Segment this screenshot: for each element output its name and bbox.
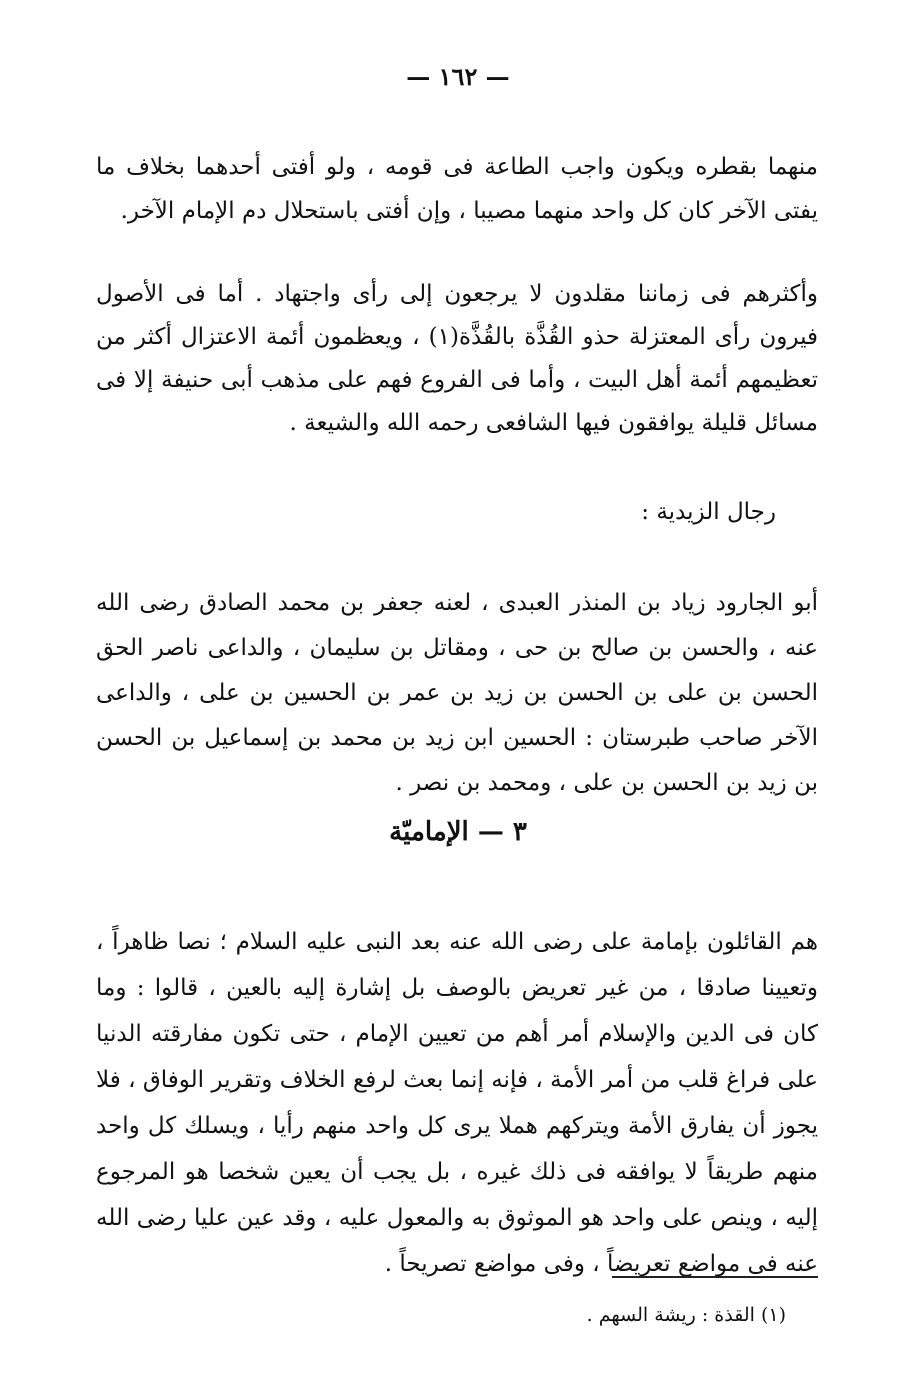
footnote-divider xyxy=(612,1276,818,1278)
paragraph-4: هم القائلون بإمامة على رضى الله عنه بعد النبى عليه السلام ؛ نصا ظاهراً ، وتعيينا صادقا ، من غير تعريض بالوصف بل إشارة إليه بالعين ، قالوا : وما كان فى الدين والإسلام أمر أهم من تعيين الإمام ، حتى تكون مفارقته الدنيا على فراغ قلب من أمر الأمة ، فإنه إنما بعث لرفع الخلاف وتقرير الوفاق ، فلا يجوز أن يفارق الأمة ويتركهم هملا يرى كل واحد منهم رأيا ، ويسلك كل واحد منهم طريقاً لا يوافقه فى ذلك غيره ، بل يجب أن يعين شخصا هو المرجوع إليه ، وينص على واحد هو الموثوق به والمعول عليه ، وقد عين عليا رضى الله عنه فى مواضع تعريضاً ، وفى مواضع تصريحاً . xyxy=(96,929,818,1277)
section-title: ٣ — الإماميّة xyxy=(389,817,527,847)
footnote: (١) القذة : ريشة السهم . xyxy=(586,1304,786,1326)
subheading-rijal: رجال الزيدية : xyxy=(641,499,776,525)
page-number: — ١٦٢ — xyxy=(406,62,510,91)
paragraph-3: أبو الجارود زياد بن المنذر العبدى ، لعنه جعفر بن محمد الصادق رضى الله عنه ، والحسن بن صالح بن حى ، ومقاتل بن سليمان ، والداعى ناصر الحق الحسن بن على بن الحسن بن زيد بن عمر بن الحسين بن على ، والداعى الآخر صاحب طبرستان : الحسين ابن زيد بن محمد بن إسماعيل بن الحسن بن زيد بن الحسن بن على ، ومحمد بن نصر . xyxy=(96,590,818,796)
paragraph-1: منهما بقطره ويكون واجب الطاعة فى قومه ، ولو أفتى أحدهما بخلاف ما يفتى الآخر كان كل واحد منهما مصيبا ، وإن أفتى باستحلال دم الإمام الآخر. xyxy=(96,154,818,224)
paragraph-2: وأكثرهم فى زماننا مقلدون لا يرجعون إلى رأى واجتهاد . أما فى الأصول فيرون رأى المعتزلة حذو القُذَّة بالقُذَّة(١) ، ويعظمون أئمة الاعتزال أكثر من تعظيمهم أئمة أهل البيت ، وأما فى الفروع فهم على مذهب أبى حنيفة إلا فى مسائل قليلة يوافقون فيها الشافعى رحمه الله والشيعة . xyxy=(96,281,819,436)
